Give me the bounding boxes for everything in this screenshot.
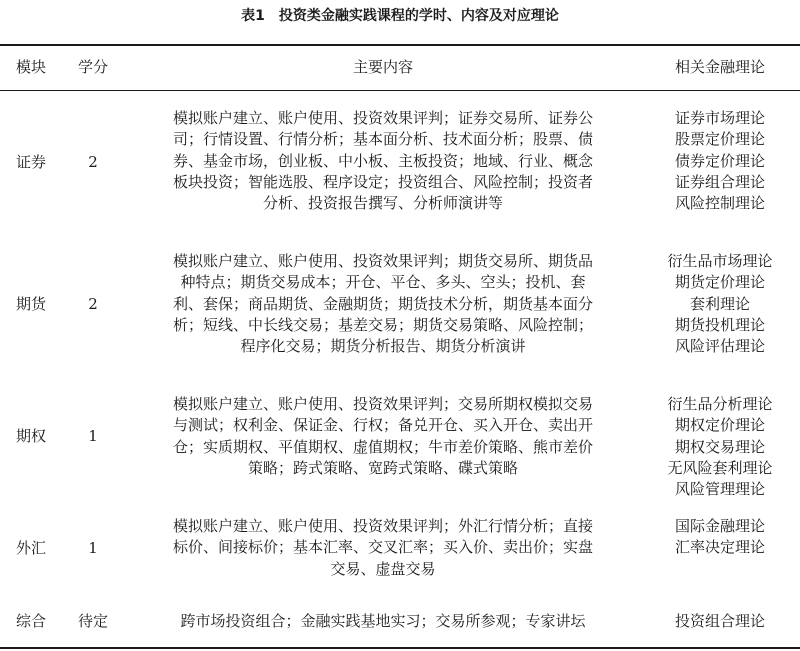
table-top-rule (0, 44, 800, 46)
header-credit: 学分 (77, 58, 108, 76)
row-comprehensive-credit: 待定 (77, 612, 108, 630)
row-forex-content: 模拟账户建立、账户使用、投资效果评判；外汇行情分析；直接 标价、间接标价；基本汇率、交叉汇率；买入价、卖出价；实盘 交易、虚盘交易 (172, 517, 593, 578)
row-securities-credit: 2 (88, 153, 98, 171)
row-forex-module: 外汇 (15, 539, 46, 557)
row-comprehensive-theory: 投资组合理论 (674, 612, 765, 630)
header-content: 主要内容 (352, 58, 413, 76)
row-options-content: 模拟账户建立、账户使用、投资效果评判；交易所期权模拟交易 与测试；权利金、保证金、行权；备兑开仓、买入开仓、卖出开 仓；实质期权、平值期权、虚值期权；牛市差价策略、熊市差价 策略；跨式策略、宽跨式策略、碟式策略 (172, 395, 593, 477)
row-forex-theory: 国际金融理论 汇率决定理论 (674, 517, 765, 557)
row-futures-credit: 2 (88, 295, 98, 313)
header-theory: 相关金融理论 (674, 58, 765, 76)
row-securities-content: 模拟账户建立、账户使用、投资效果评判；证券交易所、证券公 司；行情设置、行情分析；基本面分析、技术面分析；股票、债 券、基金市场，创业板、中小板、主板投资；地域、行业、概念 板块投资；智能选股、程序设定；投资组合、风险控制；投资者 分析、投资报告撰写、分析师演讲等 (172, 109, 593, 213)
table-header-rule (0, 90, 800, 91)
row-futures-theory: 衍生品市场理论 期货定价理论 套利理论 期货投机理论 风险评估理论 (667, 252, 773, 356)
row-options-credit: 1 (88, 427, 98, 445)
header-module: 模块 (15, 58, 46, 76)
row-options-module: 期权 (15, 427, 46, 445)
row-options-theory: 衍生品分析理论 期权定价理论 期权交易理论 无风险套利理论 风险管理理论 (667, 395, 773, 499)
row-comprehensive-module: 综合 (15, 612, 46, 630)
row-securities-module: 证券 (15, 153, 46, 171)
row-forex-credit: 1 (88, 539, 98, 557)
row-futures-module: 期货 (15, 295, 46, 313)
row-comprehensive-content: 跨市场投资组合；金融实践基地实习；交易所参观；专家讲坛 (180, 612, 586, 630)
table-caption: 表1 投资类金融实践课程的学时、内容及对应理论 (241, 8, 559, 24)
row-futures-content: 模拟账户建立、账户使用、投资效果评判；期货交易所、期货品 种特点；期货交易成本；开仓、平仓、多头、空头；投机、套 利、套保；商品期货、金融期货；期货技术分析，期货基本面分 析；短线、中长线交易；基差交易；期货交易策略、风险控制； 程序化交易；期货分析报告、期货分析演讲 (172, 252, 593, 356)
table-bottom-rule (0, 647, 800, 649)
row-securities-theory: 证券市场理论 股票定价理论 债券定价理论 证券组合理论 风险控制理论 (674, 109, 765, 213)
